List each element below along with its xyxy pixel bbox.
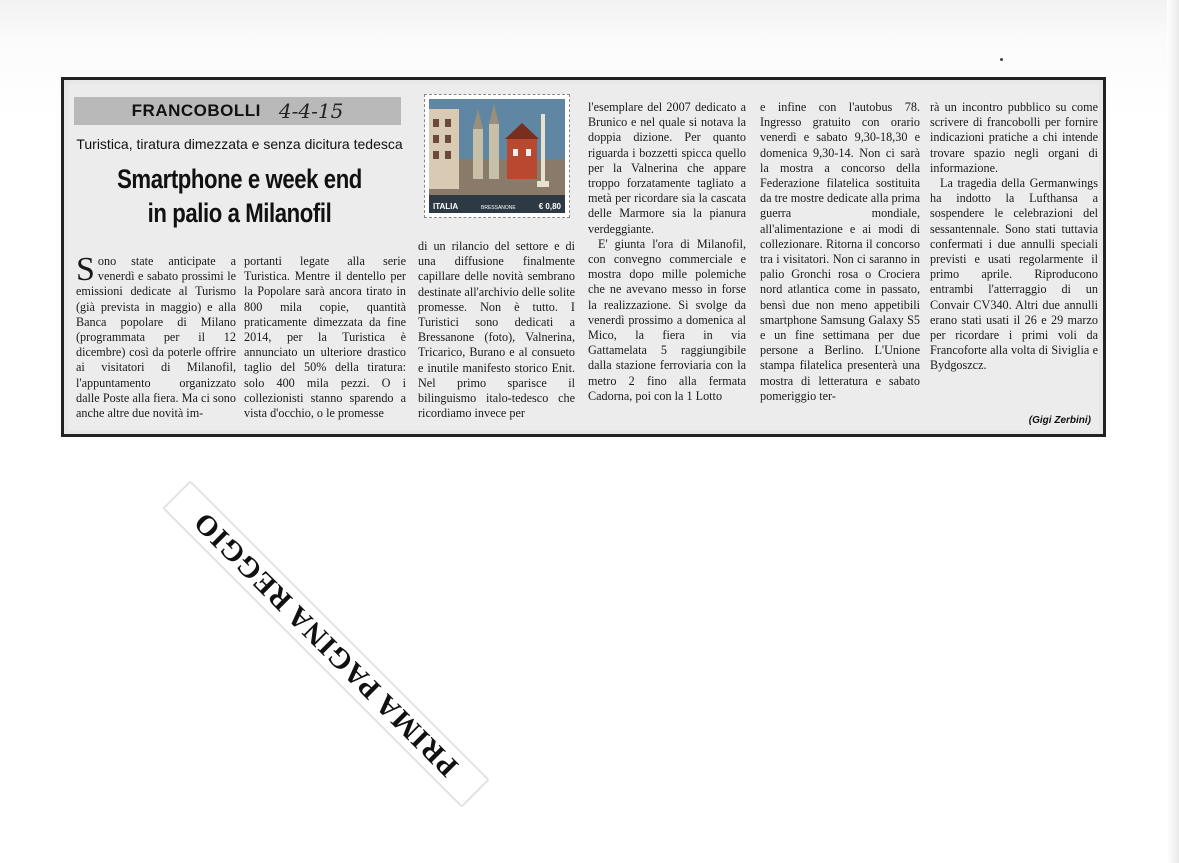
handwritten-date: 4-4-15 bbox=[278, 99, 344, 123]
column-3-text: di un rilancio del settore e di una diffusione finalmente capillare delle novità sembrano destinate all'archivio delle solite promesse. Non è tutto. I Turistici sono dedicati a Bressanone (foto), Valnerina, Tricarico, Burano e al consueto e inutile manifesto storico Enit. Nel primo sparisce il bilinguismo italo-tedesco che ricordiamo invece per bbox=[418, 239, 575, 421]
column-4-paragraph-2: E' giunta l'ora di Milanofil, con convegno commerciale e mostra dopo mille polemiche che ne avevano messo in forse la realizzazione. Si svolge da venerdì prossimo a domenica al Mico, la fiera in via Gattamelata 5 raggiungibile dalla stazione ferroviaria con la metro 2 fino alla fermata Cadorna, poi con la 1 Lotto bbox=[588, 236, 746, 403]
clipping-body bbox=[68, 84, 1099, 430]
stamp-photo bbox=[424, 94, 570, 218]
stamp-place: BRESSANONE bbox=[481, 205, 516, 211]
article-kicker: Turistica, tiratura dimezzata e senza dicitura tedesca bbox=[76, 136, 403, 152]
scan-speck bbox=[1000, 58, 1003, 61]
column-5-text: e infine con l'autobus 78. Ingresso gratuito con orario venerdì e sabato 9,30-18,30 e domenica 9,30-14. Non ci sarà la mostra a concorso della Federazione filatelica sostituita da tre mostre dedicate alla prima guerra mondiale, all'alimentazione e ai modi di collezionare. Ritorna il concorso tra i visitatori. Non ci saranno in palio Gronchi rosa o Crociera nord atlantica come in passato, bensì due non meno appetibili smartphone Samsung Galaxy S5 e un fine settimana per due persone a Berlino. L'Unione stampa filatelica presenterà una mostra di letteratura e sabato pomeriggio ter- bbox=[760, 100, 920, 403]
column-1-text: ono state anticipate a venerdì e sabato prossimi le emissioni dedicate al Turismo (già prevista in maggio) e alla Banca popolare di Milano (programmata per il 12 dicembre) così da poterle offrire ai visitatori di Milanofil, l'appuntamento organizzato dalle Poste alla fiera. Ma ci sono anche altre due novità im- bbox=[76, 254, 236, 421]
bressanone-stamp-image bbox=[429, 99, 565, 213]
column-6-paragraph-2: La tragedia della Germanwings ha indotto la Lufthansa a sospendere le celebrazioni del sessantennale. Sono stati tuttavia confermati i due annulli speciali previsti e usati regolarmente il primo aprile. Riproducono entrambi l'atterraggio di un Convair CV340. Altri due annulli erano stati usati il 26 e 29 marzo per ricordare i primi voli da Francoforte alla volta di Siviglia e Bydgoszcz. bbox=[930, 176, 1098, 373]
headline-line-1: Smartphone e week end bbox=[117, 164, 362, 194]
column-2-text: portanti legate alla serie Turistica. Mentre il dentello per la Popolare sarà ancora tirato in 800 mila copie, quantità praticamente dimezzata da fine 2014, per la Turistica è annunciato un ulteriore drastico taglio del 50% della tiratura: solo 400 mila pezzi. O i collezionisti stanno sparendo a vista d'occhio, o le promesse bbox=[244, 254, 406, 421]
source-label-text: PRIMA PAGINA REGGIO bbox=[187, 505, 465, 783]
stamp-value: € 0,80 bbox=[538, 202, 561, 211]
article-column-1 bbox=[76, 251, 236, 421]
article-column-2 bbox=[244, 254, 406, 421]
column-4-paragraph-1: l'esemplare del 2007 dedicato a Brunico e nel quale si notava la doppia dizione. Per quanto riguarda i bozzetti spicca quello per la Valnerina che appare troppo forzatamente tagliato a metà per ricordare sia la cascata delle Marmore sia la pianura verdeggiante. bbox=[588, 100, 746, 236]
rubric-bar bbox=[74, 97, 401, 125]
article-column-6 bbox=[930, 100, 1098, 374]
headline-line-2: in palio a Milanofil bbox=[147, 198, 332, 228]
article-headline bbox=[102, 162, 377, 230]
dropcap: S bbox=[76, 251, 95, 288]
article-column-5 bbox=[760, 100, 920, 404]
article-column-3 bbox=[418, 239, 575, 421]
newspaper-clipping bbox=[61, 77, 1106, 437]
column-6-paragraph-1: rà un incontro pubblico su come scrivere di francobolli per fornire indicazioni pratiche a chi intende trovare spazio negli organi di informazione. bbox=[930, 100, 1098, 175]
stamp-illustration bbox=[429, 99, 565, 213]
article-column-4 bbox=[588, 100, 746, 404]
rubric-title: FRANCOBOLLI bbox=[131, 101, 261, 120]
page-edge-shadow bbox=[1167, 0, 1179, 863]
stamp-country: ITALIA bbox=[433, 202, 459, 211]
article-byline: (Gigi Zerbini) bbox=[1028, 415, 1091, 426]
